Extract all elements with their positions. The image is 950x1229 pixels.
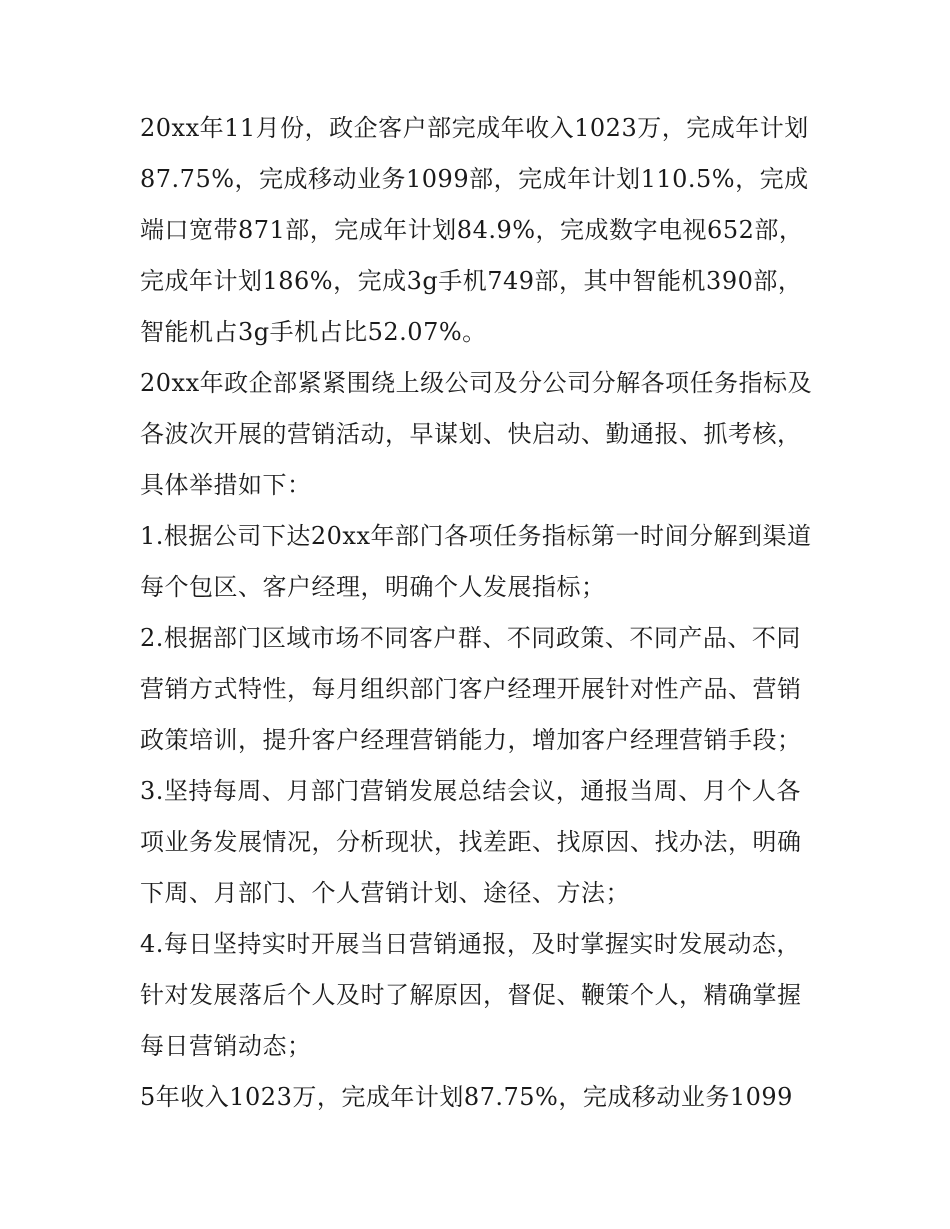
- paragraph-measure-5: 5年收入1023万，完成年计划87.75%，完成移动业务1099: [140, 1083, 793, 1111]
- document-body: [140, 103, 820, 1123]
- paragraph-summary: 20xx年11月份，政企客户部完成年收入1023万，完成年计划87.75%，完成移动业务1099部，完成年计划110.5%，完成端口宽带871部，完成年计划84.9%，完成数字电视652部，完成年计划186%，完成3g手机749部，其中智能机390部，智能机占3g手机占比52.07%。: [140, 114, 809, 346]
- paragraph-measure-3: 3.坚持每周、月部门营销发展总结会议，通报当周、月个人各项业务发展情况，分析现状，找差距、找原因、找办法，明确下周、月部门、个人营销计划、途径、方法；: [140, 777, 802, 907]
- paragraph-measure-4: 4.每日坚持实时开展当日营销通报，及时掌握实时发展动态，针对发展落后个人及时了解原因，督促、鞭策个人，精确掌握每日营销动态；: [140, 930, 802, 1060]
- paragraph-measure-1: 1.根据公司下达20xx年部门各项任务指标第一时间分解到渠道每个包区、客户经理，明确个人发展指标；: [140, 522, 812, 601]
- paragraph-measure-2: 2.根据部门区域市场不同客户群、不同政策、不同产品、不同营销方式特性，每月组织部门客户经理开展针对性产品、营销政策培训，提升客户经理营销能力，增加客户经理营销手段；: [140, 624, 802, 754]
- paragraph-intro: 20xx年政企部紧紧围绕上级公司及分公司分解各项任务指标及各波次开展的营销活动，早谋划、快启动、勤通报、抓考核，具体举措如下：: [140, 369, 813, 499]
